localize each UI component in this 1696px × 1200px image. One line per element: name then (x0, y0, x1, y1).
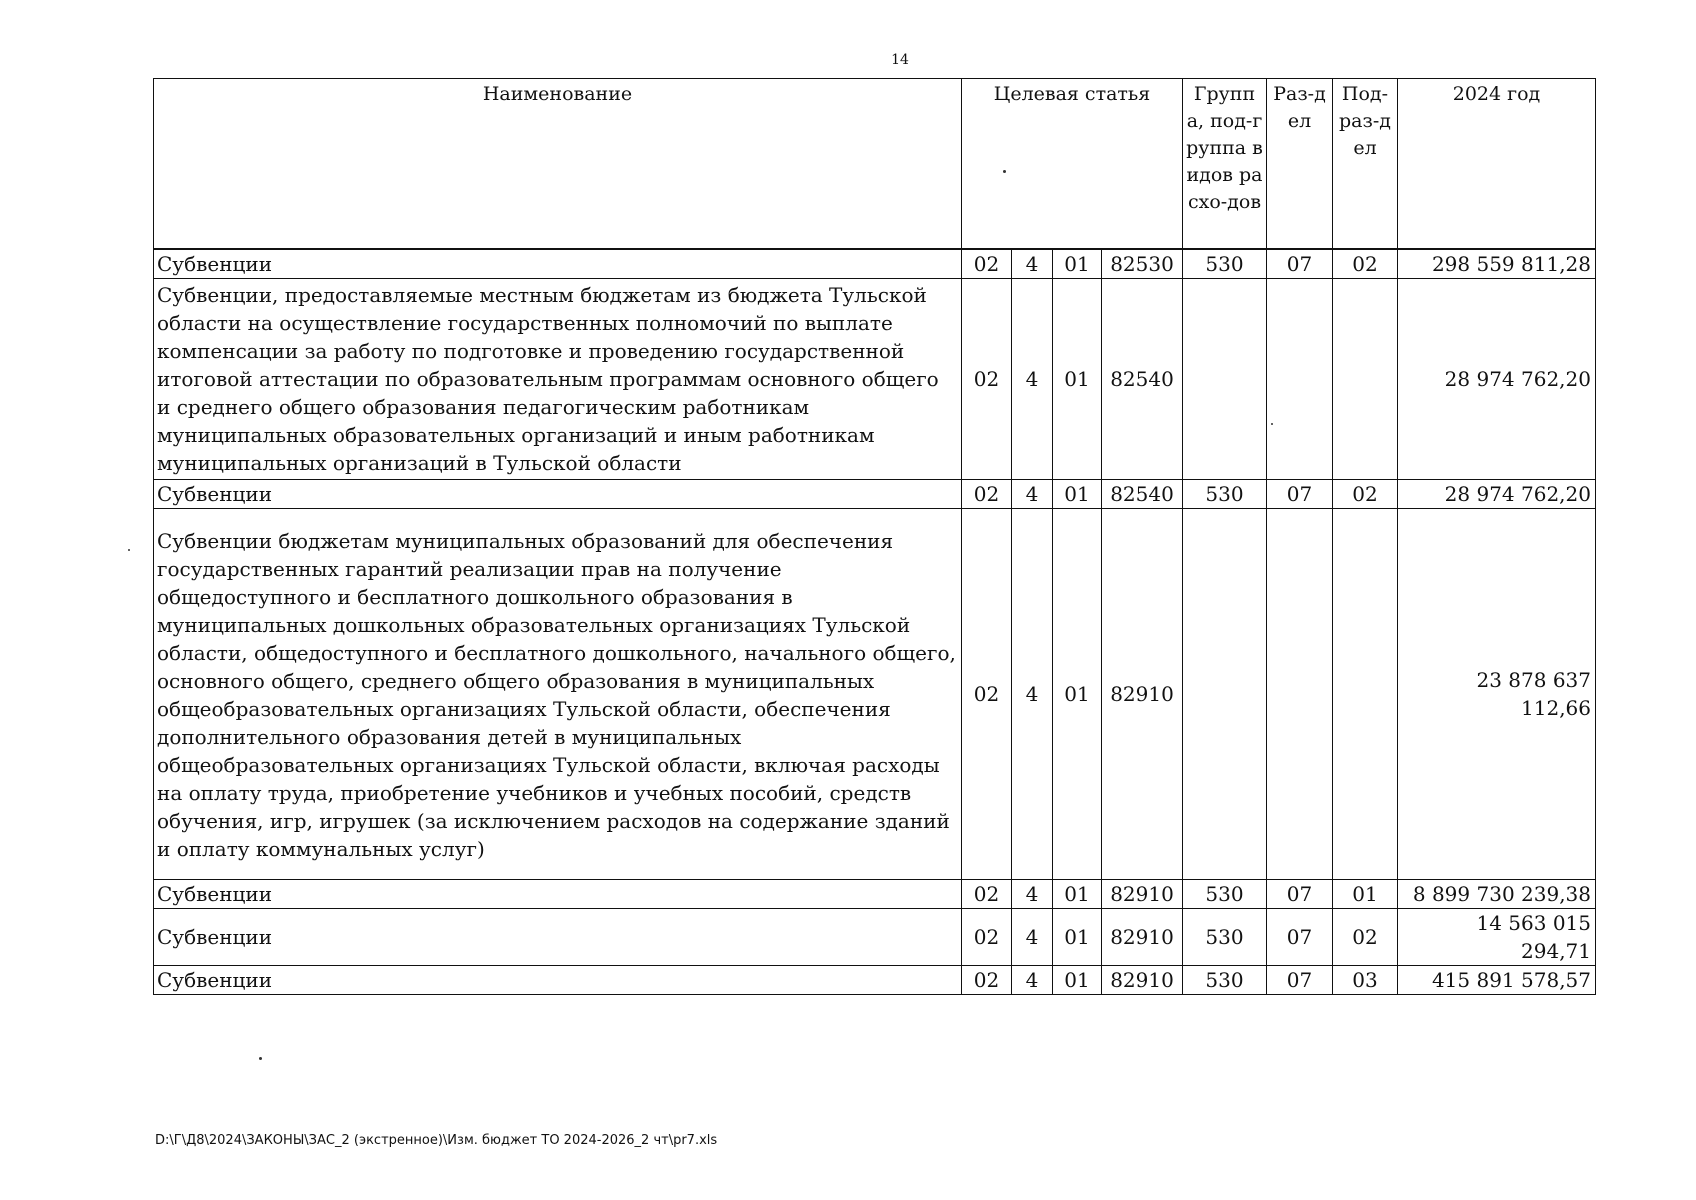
target-subprogram: 4 (1012, 908, 1053, 965)
expense-group: 530 (1183, 908, 1267, 965)
subsection: 02 (1333, 249, 1398, 279)
target-program: 02 (962, 479, 1012, 508)
target-program: 02 (962, 965, 1012, 994)
row-name: Субвенции (154, 249, 962, 279)
header-year: 2024 год (1398, 79, 1596, 249)
header-name: Наименование (154, 79, 962, 249)
target-direction: 82910 (1102, 508, 1183, 879)
expense-group (1183, 278, 1267, 479)
target-event: 01 (1053, 278, 1102, 479)
page-number: 14 (891, 52, 909, 68)
target-subprogram: 4 (1012, 508, 1053, 879)
target-program: 02 (962, 249, 1012, 279)
target-subprogram: 4 (1012, 879, 1053, 908)
scan-speck (128, 549, 130, 551)
subsection: 01 (1333, 879, 1398, 908)
subsection: 02 (1333, 908, 1398, 965)
subsection (1333, 278, 1398, 479)
scan-speck (1271, 423, 1273, 425)
row-name: Субвенции бюджетам муниципальных образований для обеспечения государственных гарантий реализации прав на получение общедоступного и бесплатного дошкольного образования в муниципальных дошкольных образовательных организациях Тульской области, общедоступного и бесплатного дошкольного, начального общего, основного общего, среднего общего образования в муниципальных общеобразовательных организациях Тульской области, обеспечения дополнительного образования детей в муниципальных общеобразовательных организациях Тульской области, включая расходы на оплату труда, приобретение учебников и учебных пособий, средств обучения, игр, игрушек (за исключением расходов на содержание зданий и оплату коммунальных услуг) (154, 508, 962, 879)
target-direction: 82540 (1102, 479, 1183, 508)
section (1267, 508, 1333, 879)
table-row (154, 278, 1596, 479)
target-direction: 82910 (1102, 908, 1183, 965)
header-section: Раз-дел (1267, 79, 1333, 249)
scan-speck (259, 1057, 262, 1060)
target-event: 01 (1053, 908, 1102, 965)
section: 07 (1267, 479, 1333, 508)
amount: 28 974 762,20 (1398, 278, 1596, 479)
target-event: 01 (1053, 479, 1102, 508)
target-event: 01 (1053, 508, 1102, 879)
table-row (154, 879, 1596, 908)
target-direction: 82540 (1102, 278, 1183, 479)
target-direction: 82910 (1102, 879, 1183, 908)
header-subsection: Под-раз-дел (1333, 79, 1398, 249)
row-name: Субвенции (154, 879, 962, 908)
section: 07 (1267, 879, 1333, 908)
target-subprogram: 4 (1012, 965, 1053, 994)
amount: 14 563 015 294,71 (1398, 908, 1596, 965)
table-row (154, 479, 1596, 508)
target-program: 02 (962, 508, 1012, 879)
target-subprogram: 4 (1012, 278, 1053, 479)
expense-group: 530 (1183, 965, 1267, 994)
row-name: Субвенции (154, 908, 962, 965)
subsection: 02 (1333, 479, 1398, 508)
header-expense-group: Группа, под-группа видов расхо-дов (1183, 79, 1267, 249)
row-name: Субвенции (154, 965, 962, 994)
expense-group: 530 (1183, 879, 1267, 908)
amount: 8 899 730 239,38 (1398, 879, 1596, 908)
budget-table (153, 78, 1596, 995)
row-name: Субвенции (154, 479, 962, 508)
section: 07 (1267, 965, 1333, 994)
amount: 298 559 811,28 (1398, 249, 1596, 279)
target-event: 01 (1053, 879, 1102, 908)
file-path-footer: D:\Г\Д8\2024\ЗАКОНЫ\ЗАС_2 (экстренное)\Изм. бюджет ТО 2024-2026_2 чт\pr7.xls (155, 1133, 718, 1148)
table-row (154, 249, 1596, 279)
table-row (154, 965, 1596, 994)
target-program: 02 (962, 879, 1012, 908)
expense-group: 530 (1183, 479, 1267, 508)
section: 07 (1267, 908, 1333, 965)
target-subprogram: 4 (1012, 479, 1053, 508)
target-subprogram: 4 (1012, 249, 1053, 279)
table-row (154, 508, 1596, 879)
target-direction: 82910 (1102, 965, 1183, 994)
row-name: Субвенции, предоставляемые местным бюджетам из бюджета Тульской области на осуществление государственных полномочий по выплате компенсации за работу по подготовке и проведению государственной итоговой аттестации по образовательным программам основного общего и среднего общего образования педагогическим работникам муниципальных образовательных организаций и иным работникам муниципальных организаций в Тульской области (154, 278, 962, 479)
target-program: 02 (962, 278, 1012, 479)
section: 07 (1267, 249, 1333, 279)
amount: 28 974 762,20 (1398, 479, 1596, 508)
target-program: 02 (962, 908, 1012, 965)
subsection: 03 (1333, 965, 1398, 994)
subsection (1333, 508, 1398, 879)
target-event: 01 (1053, 965, 1102, 994)
table-header-row (154, 79, 1596, 249)
amount: 23 878 637 112,66 (1398, 508, 1596, 879)
amount: 415 891 578,57 (1398, 965, 1596, 994)
target-direction: 82530 (1102, 249, 1183, 279)
expense-group: 530 (1183, 249, 1267, 279)
target-event: 01 (1053, 249, 1102, 279)
table-row (154, 908, 1596, 965)
expense-group (1183, 508, 1267, 879)
header-target-article: Целевая статья (962, 79, 1183, 249)
section (1267, 278, 1333, 479)
scan-speck (1003, 170, 1006, 173)
